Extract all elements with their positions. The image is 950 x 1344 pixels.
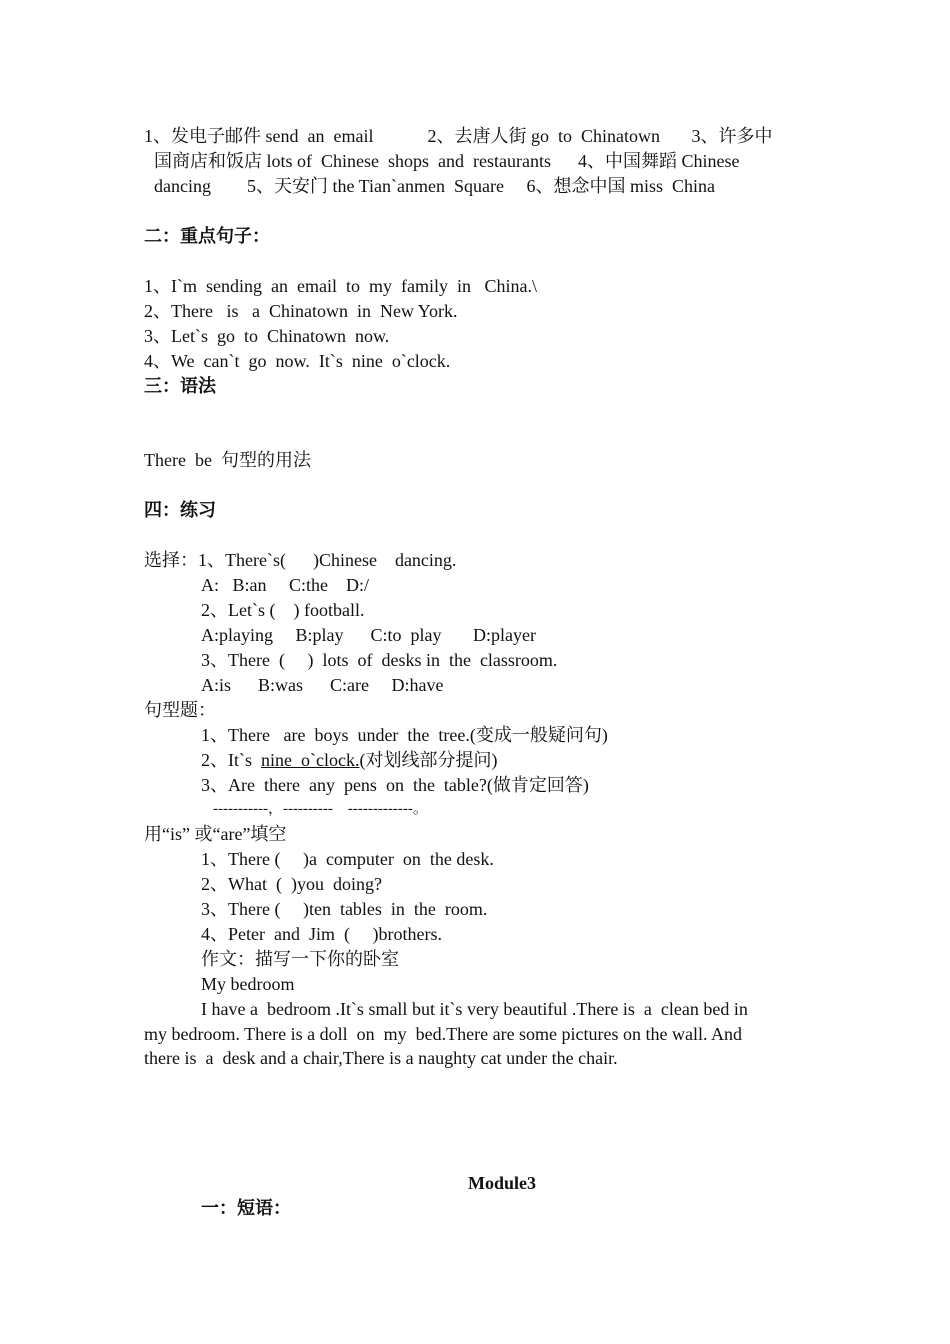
key-sentence: 1、I`m sending an email to my family in China.\ xyxy=(144,276,537,296)
choice-options-2: A:playing B:play C:to play D:player xyxy=(201,625,536,645)
essay-paragraph-line-1: I have a bedroom .It`s small but it`s very beautiful .There is a clean bed in xyxy=(201,999,748,1019)
pattern-question-2-suffix: (对划线部分提问) xyxy=(359,750,498,770)
choice-question-1: 选择：1、There`s( )Chinese dancing. xyxy=(144,550,457,570)
pattern-question-2 xyxy=(201,749,497,771)
section-heading-grammar: 三：语法 xyxy=(144,376,216,396)
choice-question-3: 3、There ( ) lots of desks in the classroom. xyxy=(201,650,558,670)
essay-paragraph-line-2: my bedroom. There is a doll on my bed.There are some pictures on the wall. And xyxy=(144,1024,743,1044)
essay-title: My bedroom xyxy=(201,974,295,994)
key-sentence: 2、There is a Chinatown in New York. xyxy=(144,301,458,321)
section-heading-practice: 四：练习 xyxy=(144,500,216,520)
phrase-line-1: 1、发电子邮件 send an email 2、去唐人街 go to Chinatown 3、许多中 xyxy=(144,126,773,146)
fill-question-3: 3、There ( )ten tables in the room. xyxy=(201,899,488,919)
fill-question-1: 1、There ( )a computer on the desk. xyxy=(201,849,494,869)
grammar-topic: There be 句型的用法 xyxy=(144,450,311,470)
module-phrases-heading: 一：短语： xyxy=(201,1198,291,1218)
answer-blank-line: -----------，---------- -------------。 xyxy=(213,801,428,817)
pattern-question-1: 1、There are boys under the tree.(变成一般疑问句) xyxy=(201,725,608,745)
phrase-line-2: 国商店和饭店 lots of Chinese shops and restaurants 4、中国舞蹈 Chinese xyxy=(154,151,740,171)
underlined-phrase: nine o`clock. xyxy=(261,750,360,770)
pattern-question-2-prefix: 2、It`s xyxy=(201,750,261,770)
key-sentence: 3、Let`s go to Chinatown now. xyxy=(144,326,390,346)
sentence-pattern-label: 句型题： xyxy=(144,700,216,720)
module-title: Module3 xyxy=(468,1173,537,1193)
fill-question-2: 2、What ( )you doing? xyxy=(201,874,382,894)
essay-prompt: 作文：描写一下你的卧室 xyxy=(201,949,399,969)
fill-blank-label: 用“is” 或“are”填空 xyxy=(144,824,287,844)
choice-options-1: A: B:an C:the D:/ xyxy=(201,575,369,595)
key-sentence: 4、We can`t go now. It`s nine o`clock. xyxy=(144,351,451,371)
choice-options-3: A:is B:was C:are D:have xyxy=(201,675,444,695)
essay-paragraph-line-3: there is a desk and a chair,There is a naughty cat under the chair. xyxy=(144,1048,618,1068)
section-heading-key-sentences: 二：重点句子： xyxy=(144,226,270,246)
choice-question-2: 2、Let`s ( ) football. xyxy=(201,600,365,620)
phrase-line-3: dancing 5、天安门 the Tian`anmen Square 6、想念中国 miss China xyxy=(154,176,715,196)
pattern-question-3: 3、Are there any pens on the table?(做肯定回答) xyxy=(201,775,589,795)
fill-question-4: 4、Peter and Jim ( )brothers. xyxy=(201,924,442,944)
